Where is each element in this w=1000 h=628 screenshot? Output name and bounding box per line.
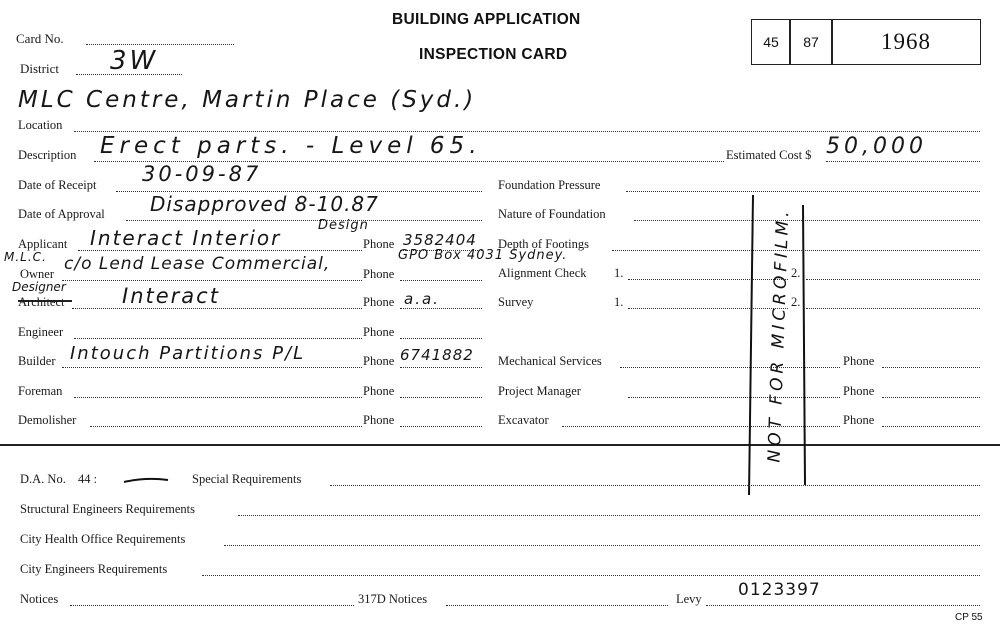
survey-num-1: 1. [614, 295, 624, 309]
card-number-2: 87 [803, 34, 819, 50]
date-of-approval-label: Date of Approval [18, 207, 105, 221]
date-of-approval-field[interactable] [126, 220, 482, 221]
excavator-phone-label: Phone [843, 413, 875, 427]
not-for-microfilm-stamp [745, 175, 813, 505]
applicant-phone-value: 3582404 [403, 231, 477, 249]
excavator-label: Excavator [498, 413, 549, 427]
alignment-check-label: Alignment Check [498, 266, 587, 280]
applicant-field[interactable] [78, 250, 362, 251]
owner-phone-field[interactable] [400, 280, 482, 281]
levy-label: Levy [676, 592, 702, 606]
city-health-field[interactable] [224, 545, 980, 546]
structural-engineers-field[interactable] [238, 515, 980, 516]
special-requirements-field[interactable] [330, 485, 980, 486]
architect-phone-value: a.a. [404, 290, 440, 308]
architect-note: Designer [12, 280, 66, 294]
architect-phone-field[interactable] [400, 308, 482, 309]
applicant-note: Design [318, 218, 369, 233]
structural-engineers-label: Structural Engineers Requirements [20, 502, 195, 516]
card-number-box-3 [831, 19, 981, 65]
special-requirements-label: Special Requirements [192, 472, 302, 486]
location-handwritten: MLC Centre, Martin Place (Syd.) [18, 87, 477, 113]
estimated-cost-label: Estimated Cost $ [726, 148, 812, 162]
levy-field[interactable] [706, 605, 980, 606]
engineer-phone-field[interactable] [400, 338, 482, 339]
date-of-receipt-label: Date of Receipt [18, 178, 97, 192]
excavator-phone-field[interactable] [882, 426, 980, 427]
city-engineers-label: City Engineers Requirements [20, 562, 168, 576]
da-no-value: 44 : [78, 472, 98, 486]
applicant-label: Applicant [18, 237, 68, 251]
demolisher-phone-field[interactable] [400, 426, 482, 427]
owner-address: GPO Box 4031 Sydney. [398, 248, 568, 263]
section-divider [0, 444, 1000, 446]
form-code: CP 55 [955, 612, 983, 623]
engineer-phone-label: Phone [363, 325, 395, 339]
card-number-3: 1968 [881, 29, 931, 54]
date-of-receipt-value: 30-09-87 [142, 162, 262, 186]
architect-field[interactable] [72, 308, 362, 309]
project-manager-label: Project Manager [498, 384, 581, 398]
card-number-1: 45 [763, 34, 779, 50]
foreman-phone-field[interactable] [400, 397, 482, 398]
description-value: Erect parts. - Level 65. [100, 133, 482, 159]
architect-label: Architect [18, 295, 65, 309]
foundation-pressure-label: Foundation Pressure [498, 178, 601, 192]
architect-phone-label: Phone [363, 295, 395, 309]
demolisher-label: Demolisher [18, 413, 77, 427]
card-number-box-1 [751, 19, 791, 65]
builder-field[interactable] [62, 367, 362, 368]
mechanical-services-phone-field[interactable] [882, 367, 980, 368]
applicant-phone-label: Phone [363, 237, 395, 251]
notices-label: Notices [20, 592, 59, 606]
district-value: 3W [110, 46, 159, 76]
levy-value: 0123397 [738, 580, 821, 600]
project-manager-phone-label: Phone [843, 384, 875, 398]
city-engineers-field[interactable] [202, 575, 980, 576]
mechanical-services-label: Mechanical Services [498, 354, 602, 368]
estimated-cost-field[interactable] [826, 161, 980, 162]
location-label: Location [18, 118, 63, 132]
demolisher-phone-label: Phone [363, 413, 395, 427]
architect-value: Interact [122, 284, 220, 308]
foreman-label: Foreman [18, 384, 63, 398]
depth-of-footings-label: Depth of Footings [498, 237, 589, 251]
stamp-text: NOT FOR MICROFILM. [764, 207, 794, 463]
survey-field-2[interactable] [806, 308, 980, 309]
notices-field[interactable] [70, 605, 354, 606]
location-field[interactable] [74, 131, 980, 132]
estimated-cost-value: 50,000 [826, 134, 927, 159]
engineer-label: Engineer [18, 325, 64, 339]
applicant-value: Interact Interior [90, 226, 282, 250]
owner-value: c/o Lend Lease Commercial, [64, 254, 331, 274]
title-line2: INSPECTION CARD [419, 46, 568, 63]
description-label: Description [18, 148, 77, 162]
title-line1: BUILDING APPLICATION [392, 11, 581, 28]
builder-phone-value: 6741882 [400, 346, 474, 364]
notices-317d-field[interactable] [446, 605, 668, 606]
notices-317d-label: 317D Notices [358, 592, 428, 606]
da-no-label: D.A. No. [20, 472, 66, 486]
card-number-box-2 [789, 19, 833, 65]
builder-label: Builder [18, 354, 56, 368]
owner-prefix: M.L.C. [4, 250, 47, 264]
card-no-label: Card No. [16, 31, 64, 46]
city-health-label: City Health Office Requirements [20, 532, 186, 546]
builder-phone-label: Phone [363, 354, 395, 368]
survey-num-2: 2. [791, 295, 801, 309]
owner-field[interactable] [62, 280, 362, 281]
district-label: District [20, 61, 59, 76]
alignment-check-field-2[interactable] [806, 279, 980, 280]
builder-phone-field[interactable] [400, 367, 482, 368]
owner-phone-label: Phone [363, 267, 395, 281]
alignment-check-num-2: 2. [791, 266, 801, 280]
card-no-field[interactable] [86, 44, 234, 45]
project-manager-phone-field[interactable] [882, 397, 980, 398]
alignment-check-num-1: 1. [614, 266, 624, 280]
demolisher-field[interactable] [90, 426, 362, 427]
engineer-field[interactable] [74, 338, 362, 339]
mechanical-services-phone-label: Phone [843, 354, 875, 368]
da-no-dash-icon [122, 474, 170, 486]
foreman-phone-label: Phone [363, 384, 395, 398]
owner-label: Owner [20, 267, 55, 281]
builder-value: Intouch Partitions P/L [70, 343, 306, 364]
foreman-field[interactable] [74, 397, 362, 398]
date-of-approval-value: Disapproved 8-10.87 [150, 192, 379, 216]
survey-label: Survey [498, 295, 534, 309]
nature-of-foundation-label: Nature of Foundation [498, 207, 606, 221]
